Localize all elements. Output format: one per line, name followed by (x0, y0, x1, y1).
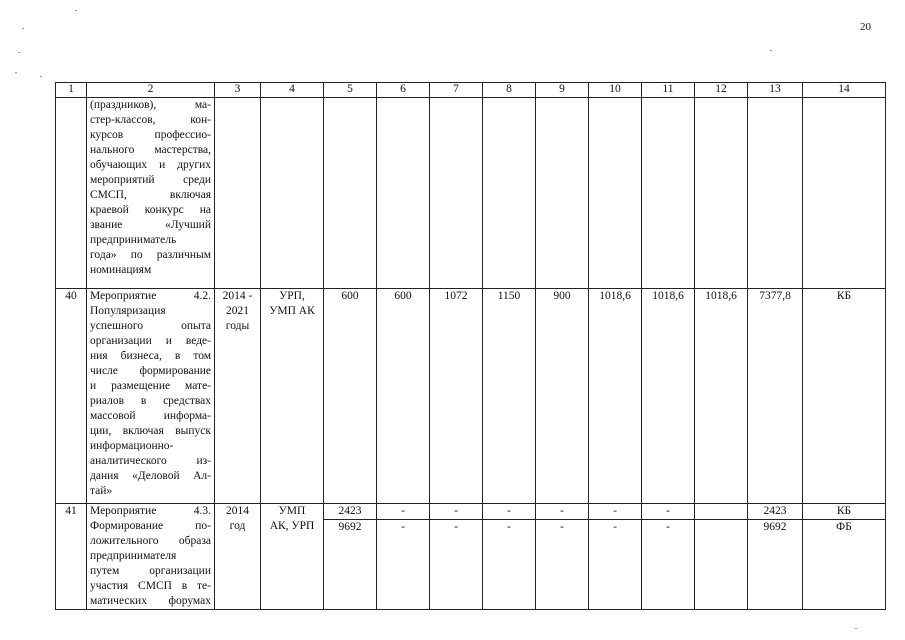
page-number: 20 (860, 21, 871, 33)
executors-cell (261, 504, 324, 610)
value-kb: 2423 (324, 504, 376, 520)
description-line: Популяризация (90, 305, 166, 317)
value-fb: - (560, 521, 564, 533)
executor-line: УРП, (279, 290, 305, 302)
measure-description (87, 289, 215, 504)
period-cell (215, 504, 261, 610)
value-fb: - (507, 521, 511, 533)
value-cell-split (589, 504, 642, 610)
table-row-40 (56, 289, 886, 504)
source-cell: КБ (803, 289, 886, 504)
empty-cell (695, 98, 748, 289)
value-kb: - (642, 504, 694, 520)
empty-cell (377, 98, 430, 289)
value-cell: 1018,6 (589, 289, 642, 504)
description-line: путем организации (90, 565, 211, 577)
executors-cell (261, 289, 324, 504)
description-line: ния бизнеса, в том (90, 350, 211, 362)
description-line: ложительного образа (90, 535, 211, 547)
value-fb: - (666, 521, 670, 533)
header-cell: 8 (483, 83, 536, 98)
total-cell: 7377,8 (748, 289, 803, 504)
description-line: номинациям (90, 264, 152, 276)
header-cell: 13 (748, 83, 803, 98)
measure-description (87, 98, 215, 289)
description-line: (праздников), ма- (90, 99, 211, 111)
description-line: риалов в средствах (90, 395, 211, 407)
row-number-cell (56, 98, 87, 289)
row-number-cell: 40 (56, 289, 87, 504)
description-line: Мероприятие 4.2. (90, 290, 211, 302)
value-kb: - (536, 504, 588, 520)
description-line: аналитического из- (90, 455, 211, 467)
description-line: года» по различным (90, 249, 211, 261)
empty-cell (215, 98, 261, 289)
description-line: мероприятий среди (90, 174, 211, 186)
value-cell: 1018,6 (642, 289, 695, 504)
empty-cell (324, 98, 377, 289)
description-line: ции, включая выпуск (90, 425, 211, 437)
empty-cell (483, 98, 536, 289)
empty-cell (589, 98, 642, 289)
table-row-continued (56, 98, 886, 289)
description-line: дания «Деловой Ал- (90, 470, 211, 482)
description-line: и размещение мате- (90, 380, 211, 392)
value-fb: - (454, 521, 458, 533)
source-kb: КБ (803, 504, 885, 520)
empty-cell (642, 98, 695, 289)
description-line: курсов профессио- (90, 129, 211, 141)
value-cell-split (695, 504, 748, 610)
period-line: год (229, 520, 246, 532)
description-line: предпринимателя (90, 550, 177, 562)
empty-cell (536, 98, 589, 289)
description-line: информационно- (90, 440, 174, 452)
total-fb: 9692 (763, 521, 787, 533)
description-line: тай» (90, 485, 113, 497)
description-line: СМСП, включая (90, 189, 211, 201)
header-row (56, 83, 886, 98)
value-cell-split (430, 504, 483, 610)
value-kb (695, 504, 747, 520)
value-fb: - (401, 521, 405, 533)
empty-cell (748, 98, 803, 289)
header-cell: 6 (377, 83, 430, 98)
header-cell: 9 (536, 83, 589, 98)
header-cell: 10 (589, 83, 642, 98)
row-number-cell: 41 (56, 504, 87, 610)
value-cell: 1150 (483, 289, 536, 504)
header-cell: 5 (324, 83, 377, 98)
description-line: успешного опыта (90, 320, 211, 332)
period-cell (215, 289, 261, 504)
header-cell: 4 (261, 83, 324, 98)
header-cell: 1 (56, 83, 87, 98)
period-line: 2014 (226, 505, 249, 517)
value-cell: 600 (377, 289, 430, 504)
period-line: годы (225, 320, 250, 332)
empty-cell (803, 98, 886, 289)
value-cell-split (536, 504, 589, 610)
total-kb: 2423 (748, 504, 802, 520)
value-kb: - (589, 504, 641, 520)
value-cell-split (324, 504, 377, 610)
table-row-41 (56, 504, 886, 610)
description-line: матических форумах (90, 595, 211, 607)
period-line: 2014 - (222, 290, 253, 302)
empty-cell (430, 98, 483, 289)
description-line: обучающих и других (90, 159, 211, 171)
executor-line: АК, УРП (269, 520, 315, 532)
description-line: Формирование по- (90, 520, 211, 532)
value-kb: - (430, 504, 482, 520)
header-cell: 2 (87, 83, 215, 98)
executor-line: УМП АК (269, 305, 315, 317)
description-line: организации и веде- (90, 335, 211, 347)
measure-description (87, 504, 215, 610)
source-fb: ФБ (836, 521, 852, 533)
value-cell-split (642, 504, 695, 610)
executor-line: УМП (278, 505, 306, 517)
description-line: участия СМСП в те- (90, 580, 211, 592)
header-cell: 14 (803, 83, 886, 98)
header-cell: 7 (430, 83, 483, 98)
value-fb: 9692 (338, 521, 362, 533)
total-cell-split (748, 504, 803, 610)
description-line: краевой конкурс на (90, 204, 211, 216)
value-cell: 900 (536, 289, 589, 504)
description-line: стер-классов, кон- (90, 114, 211, 126)
value-fb: - (613, 521, 617, 533)
empty-cell (261, 98, 324, 289)
source-cell-split (803, 504, 886, 610)
header-cell: 11 (642, 83, 695, 98)
description-line: Мероприятие 4.3. (90, 505, 211, 517)
value-cell: 600 (324, 289, 377, 504)
description-line: нального мастерства, (90, 144, 211, 156)
value-kb: - (377, 504, 429, 520)
value-fb (695, 520, 747, 535)
header-cell: 12 (695, 83, 748, 98)
header-cell: 3 (215, 83, 261, 98)
description-line: массовой информа- (90, 410, 211, 422)
value-cell: 1018,6 (695, 289, 748, 504)
description-line: звание «Лучший (90, 219, 211, 231)
value-cell-split (377, 504, 430, 610)
value-cell-split (483, 504, 536, 610)
description-line: предприниматель (90, 234, 177, 246)
value-kb: - (483, 504, 535, 520)
period-line: 2021 (226, 305, 249, 317)
value-cell: 1072 (430, 289, 483, 504)
budget-table (55, 82, 886, 610)
description-line: числе формирование (90, 365, 211, 377)
